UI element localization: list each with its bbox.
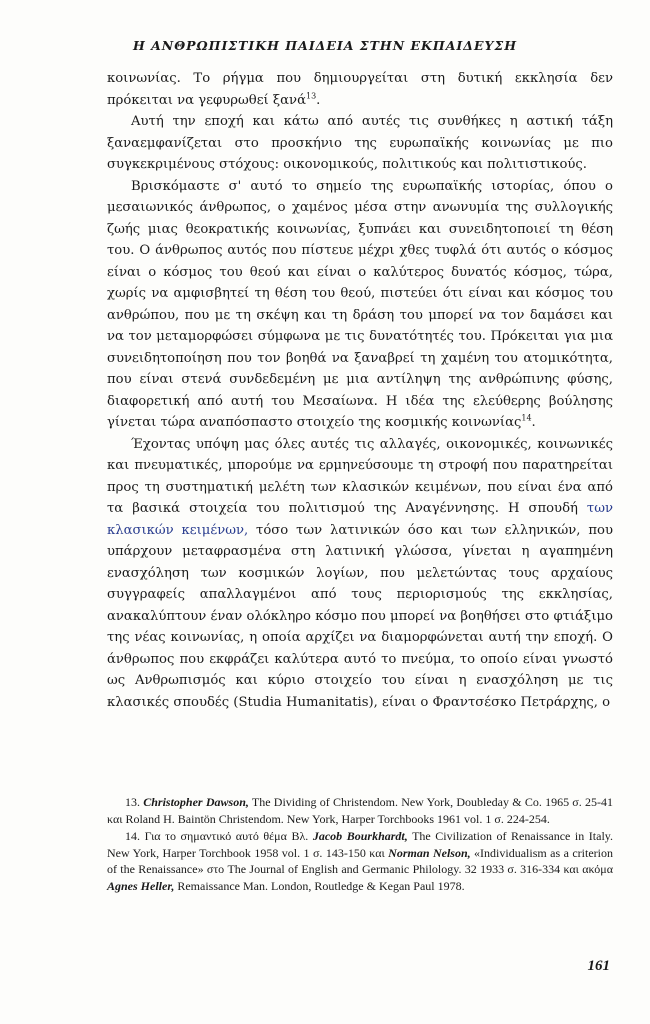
footnote-14-text-d: Remaissance Man. London, Routledge & Kegan Paul 1978. bbox=[174, 878, 465, 893]
page-number: 161 bbox=[587, 958, 610, 974]
paragraph-4-highlight: των κλασικών κειμένων, bbox=[107, 501, 613, 538]
paragraph-2: Αυτή την εποχή και κάτω από αυτές τις συνθήκες η αστική τάξη ξαναεμφανίζεται στο προσκήνιο της ευρωπαϊκής κοινωνίας με πιο συγκεκριμένους στόχους: οικονομικούς, πολιτικούς και πολιτιστικούς. bbox=[107, 114, 613, 172]
main-text bbox=[107, 68, 613, 713]
footnote-ref-13: 13 bbox=[305, 91, 317, 101]
footnote-14-text-c: «Individualism as a criterion of the Renaissance» στο The Journal of English and Germanic Philology. 32 1933 σ. 316-334 και ακόμα bbox=[107, 845, 613, 876]
footnote-13-number: 13. bbox=[125, 795, 144, 809]
paragraph-3 bbox=[107, 176, 613, 434]
paragraph-3-end: . bbox=[531, 415, 536, 430]
footnote-13-text: The Dividing of Christendom. New York, Doubleday & Co. 1965 σ. 25-41 και Roland H. Baintön Christendom. New York, Harper Torchbooks 1961 vol. 1 σ. 224-254. bbox=[107, 795, 614, 826]
paragraph-3-text: Βρισκόμαστε σ' αυτό το σημείο της ευρωπαϊκής ιστορίας, όπου ο μεσαιωνικός άνθρωπος, ο χαμένος μέσα στην ανωνυμία της συλλογικής ζωής μιας θεοκρατικής κοινωνίας, ξυπνάει και συνειδητοποιεί τη θέση του. Ο άνθρωπος αυτός που πίστευε μέχρι χθες τυφλά ότι αυτός ο κόσμος είναι ο κόσμος του θεού και είναι ο καλύτερος δυνατός κόσμος, τώρα, χωρίς να αμφισβητεί τη θέση του θεού, πιστεύει ότι είναι και κόσμος του ανθρώπου, που με τη σκέψη και τη δράση του μπορεί να τον δαμάσει και να τον μεταμορφώσει σύμφωνα με τις δυνατότητές του. Πρόκειται για μια συνειδητοποίηση που τον βοηθά να ξαναβρεί τη χαμένη του ατομικότητα, που είναι στενά συνδεδεμένη με μια αντίληψη της ανθρώπινης φύσης, διαφορετική από αυτή του Μεσαίωνα. Η ιδέα της ελεύθερης βούλησης γίνεται τώρα αναπόσπαστο στοιχείο της κοσμικής κοινωνίας bbox=[107, 178, 613, 430]
footnote-14-author-1: Jacob Bourkhardt, bbox=[312, 829, 408, 843]
footnote-14-author-3: Agnes Heller, bbox=[107, 878, 175, 893]
paragraph-4 bbox=[107, 434, 613, 714]
footnote-13-author: Christopher Dawson, bbox=[143, 795, 249, 809]
paragraph-1 bbox=[107, 68, 613, 111]
paragraph-1-text: κοινωνίας. Το ρήγμα που δημιουργείται στη δυτική εκκλησία δεν πρόκειται να γεφυρωθεί ξανά bbox=[107, 71, 613, 108]
paragraph-4-text-a: Έχοντας υπόψη μας όλες αυτές τις αλλαγές, οικονομικές, κοινωνικές και πνευματικές, μπορούμε να ερμηνεύσουμε τη στροφή που παρατηρείται προς τη συστηματική μελέτη των κλασικών κειμένων, που είναι ένα από τα βασικά στοιχεία του πολιτισμού της Αναγέννησης. Η σπουδή bbox=[107, 436, 613, 516]
running-header: Η ΑΝΘΡΩΠΙΣΤΙΚΗ ΠΑΙΔΕΙΑ ΣΤΗΝ ΕΚΠΑΙΔΕΥΣΗ bbox=[132, 38, 518, 53]
paragraph-4-text-b: τόσο των λατινικών όσο και των ελληνικών, που υπάρχουν μεταφρασμένα στη λατινική γλώσσα, γίνεται η αγαπημένη ενασχόληση των κοσμικών λογίων, που μελετώντας τους αρχαίους συγγραφείς απαλλαγμένοι από τους περιορισμούς της εκκλησίας, ανακαλύπτουν έναν ολόκληρο κόσμο που μπορεί να βοηθήσει στο φτιάξιμο της νέας κοινωνίας, η οποία αρχίζει να διαμορφώνεται αυτή την εποχή. Ο άνθρωπος που εκφράζει καλύτερα αυτό το πνεύμα, το οποίο είναι γνωστό ως Ανθρωπισμός και κύριο στοιχείο του είναι η ενασχόληση με τις κλασικές σπουδές (Studia Humanitatis), είναι ο Φραντσέσκο Πετράρχης, ο bbox=[107, 522, 613, 710]
footnote-ref-14: 14 bbox=[521, 413, 532, 423]
footnote-14-text-b: The Civilization of Renaissance in Italy. New York, Harper Torchbook 1958 vol. 1 σ. 143-150 και bbox=[107, 829, 614, 860]
footnote-13 bbox=[107, 794, 613, 827]
footnote-14-number: 14. bbox=[125, 829, 145, 843]
footnote-14-author-2: Norman Nelson, bbox=[388, 845, 471, 860]
paragraph-1-end: . bbox=[316, 92, 321, 108]
footnote-14 bbox=[107, 828, 613, 894]
footnote-14-text-a: Για το σημαντικό αυτό θέμα Βλ. bbox=[144, 829, 313, 843]
footnotes bbox=[107, 794, 613, 895]
